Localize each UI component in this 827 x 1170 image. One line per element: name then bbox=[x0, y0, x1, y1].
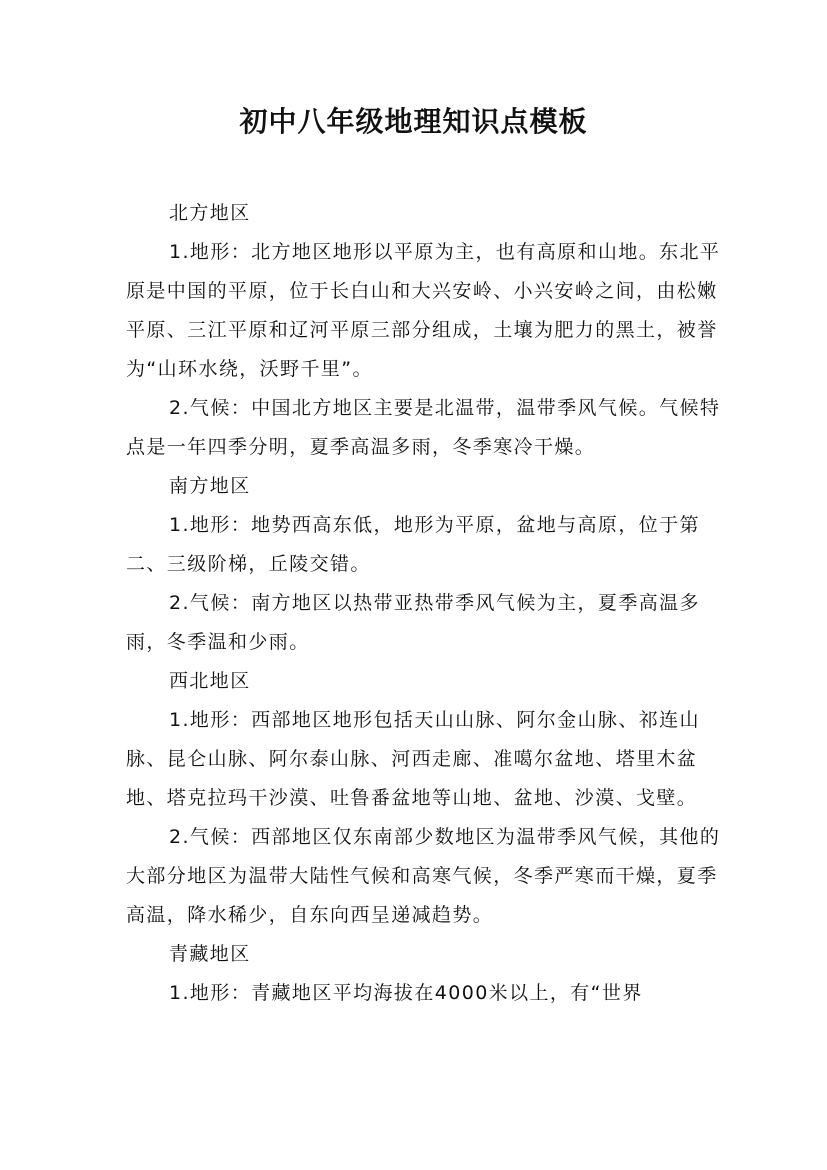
document-body bbox=[126, 194, 726, 1013]
paragraph-south-climate: 2.气候：南方地区以热带亚热带季风气候为主，夏季高温多雨，冬季温和少雨。 bbox=[126, 592, 700, 653]
paragraph-north-climate: 2.气候：中国北方地区主要是北温带，温带季风气候。气候特点是一年四季分明，夏季高温多雨，冬季寒冷干燥。 bbox=[126, 397, 721, 458]
section-heading-northwest: 西北地区 bbox=[169, 670, 251, 692]
paragraph-northwest-climate: 2.气候：西部地区仅东南部少数地区为温带季风气候，其他的大部分地区为温带大陆性气候和高寒气候，冬季严寒而干燥，夏季高温，降水稀少，自东向西呈递减趋势。 bbox=[126, 826, 721, 926]
section-heading-north: 北方地区 bbox=[169, 202, 251, 224]
section-heading-south: 南方地区 bbox=[169, 475, 251, 497]
document-title: 初中八年级地理知识点模板 bbox=[239, 105, 588, 138]
paragraph-northwest-terrain: 1.地形：西部地区地形包括天山山脉、阿尔金山脉、祁连山脉、昆仑山脉、阿尔泰山脉、河西走廊、准噶尔盆地、塔里木盆地、塔克拉玛干沙漠、吐鲁番盆地等山地、盆地、沙漠、戈壁。 bbox=[126, 709, 700, 809]
paragraph-north-terrain: 1.地形：北方地区地形以平原为主，也有高原和山地。东北平原是中国的平原，位于长白山和大兴安岭、小兴安岭之间，由松嫩平原、三江平原和辽河平原三部分组成，土壤为肥力的黑土，被誉为“山环水绕，沃野千里”。 bbox=[126, 241, 721, 380]
paragraph-qingzang-terrain: 1.地形：青藏地区平均海拔在4000米以上，有“世界 bbox=[169, 982, 643, 1004]
paragraph-south-terrain: 1.地形：地势西高东低，地形为平原，盆地与高原，位于第二、三级阶梯，丘陵交错。 bbox=[126, 514, 700, 575]
section-heading-qingzang: 青藏地区 bbox=[169, 943, 251, 965]
